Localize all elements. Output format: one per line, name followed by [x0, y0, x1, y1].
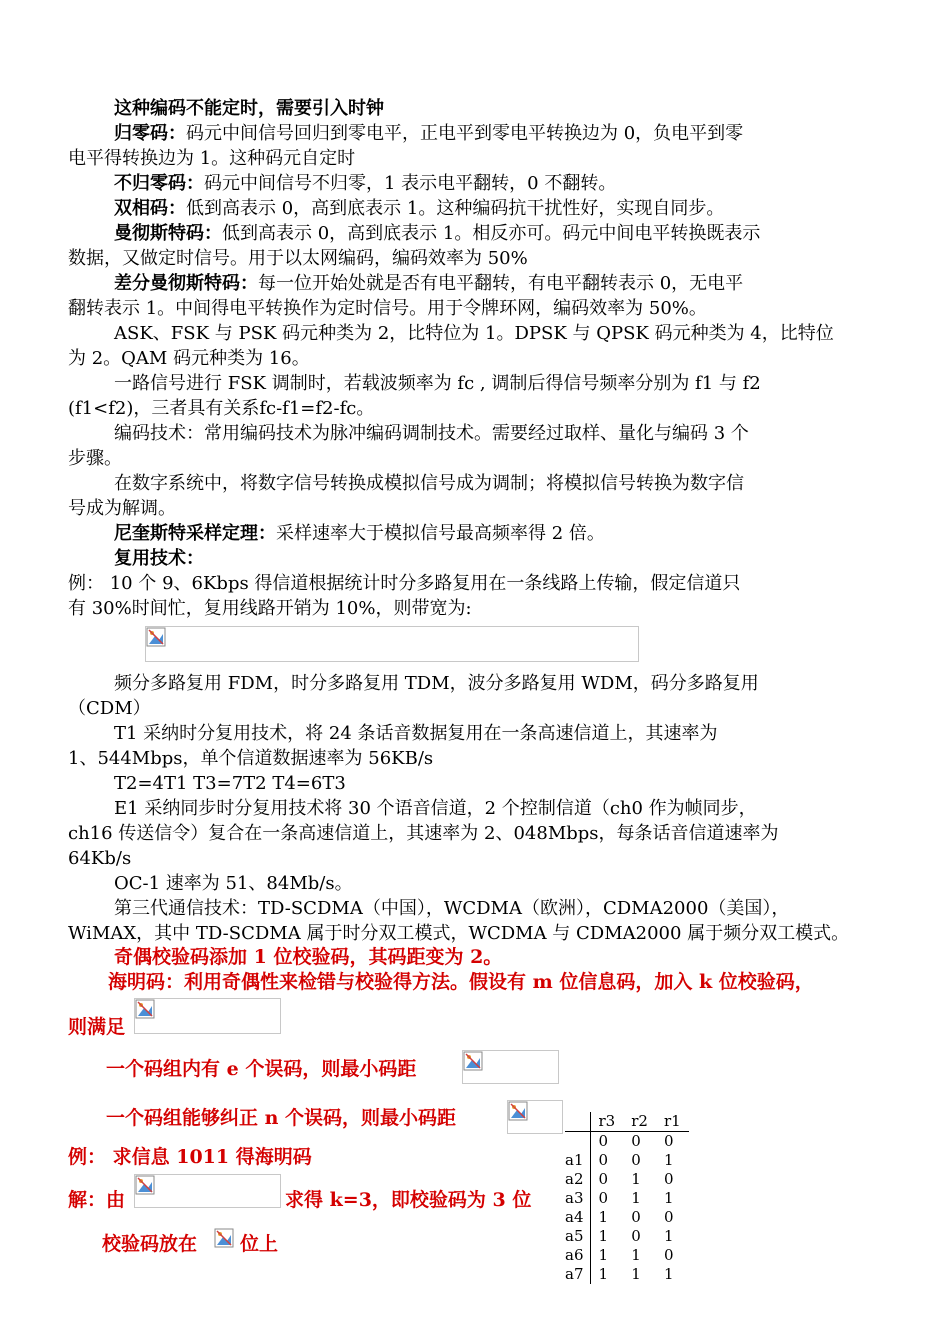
table-cell: 1 [663, 1265, 674, 1283]
multiplex-heading: 复用技术： [114, 548, 204, 569]
fsk-line2: (f1<f2)，三者具有关系fc-f1=f2-fc。 [68, 398, 375, 419]
tn-line: T2=4T1 T3=7T2 T4=6T3 [114, 773, 346, 794]
position-pre: 校验码放在 [102, 1233, 198, 1255]
formula-image-hamming [134, 998, 281, 1034]
table-cell: 1 [663, 1227, 674, 1245]
manchester-line1 [114, 222, 950, 246]
table-row [565, 1208, 689, 1227]
table-header-cell: r2 [623, 1112, 656, 1132]
formula-image-bandwidth [145, 626, 639, 662]
table-cell: 1 [631, 1189, 641, 1207]
table-cell: 1 [663, 1151, 674, 1169]
table-cell: 1 [598, 1227, 609, 1245]
nrz-label: 不归零码： [114, 173, 204, 194]
table-cell: 0 [598, 1189, 609, 1207]
3g-line1: 第三代通信技术：TD-SCDMA（中国），WCDMA（欧洲），CDMA2000（美国）， [114, 898, 790, 919]
table-row [565, 1189, 689, 1208]
biphase-label: 双相码： [114, 198, 186, 219]
table-cell: 1 [631, 1246, 641, 1264]
rz-line1 [114, 122, 950, 146]
table-row [565, 1227, 689, 1246]
fdm-line2: （CDM） [68, 698, 151, 719]
rz-text: 码元中间信号回归到零电平，正电平到零电平转换边为 0，负电平到零 [186, 123, 744, 144]
oc1-line: OC-1 速率为 51、84Mb/s。 [114, 873, 353, 894]
formula-image-position [214, 1228, 238, 1256]
example1-line1: 例： 10 个 9、6Kbps 得信道根据统计时分多路复用在一条线路上传输，假定信道只 [68, 573, 741, 594]
nyquist-label: 尼奎斯特采样定理： [114, 523, 276, 544]
table-cell: 1 [631, 1265, 641, 1283]
t1-line1: T1 采纳时分复用技术，将 24 条话音数据复用在一条高速信道上，其速率为 [114, 723, 718, 744]
parity-line: 奇偶校验码添加 1 位校验码，其码距变为 2。 [114, 946, 503, 968]
hamming-line1: 海明码：利用奇偶性来检错与校验得方法。假设有 m 位信息码，加入 k 位校验码， [108, 971, 814, 993]
table-cell: a1 [565, 1151, 590, 1170]
nyquist-text: 采样速率大于模拟信号最高频率得 2 倍。 [276, 523, 605, 544]
table-cell: 0 [631, 1208, 641, 1226]
table-cell: 1 [598, 1208, 609, 1226]
table-row [565, 1246, 689, 1265]
table-cell: a2 [565, 1170, 590, 1189]
solution-post: 求得 k=3，即校验码为 3 位 [285, 1189, 532, 1211]
broken-image-icon [135, 999, 155, 1019]
example2-line: 例： 求信息 1011 得海明码 [68, 1146, 312, 1168]
table-cell: 0 [631, 1227, 641, 1245]
table-cell: 0 [598, 1170, 609, 1188]
modulation-line2: 为 2。QAM 码元种类为 16。 [68, 348, 310, 369]
rz-line2: 电平得转换边为 1。这种码元自定时 [68, 148, 356, 169]
correct-line: 一个码组能够纠正 n 个误码，则最小码距 [106, 1107, 457, 1129]
table-cell: 0 [663, 1208, 674, 1226]
broken-image-icon [508, 1101, 528, 1121]
broken-image-icon [146, 627, 166, 647]
formula-image-solution [134, 1174, 281, 1208]
heading-clock: 这种编码不能定时，需要引入时钟 [114, 98, 384, 119]
table-cell [565, 1132, 590, 1152]
biphase-text: 低到高表示 0，高到底表示 1。这种编码抗干扰性好，实现自同步。 [186, 198, 725, 219]
manchester-label: 曼彻斯特码： [114, 223, 222, 244]
solution-pre: 解：由 [68, 1189, 126, 1211]
table-row [565, 1265, 689, 1284]
e1-line1: E1 采纳同步时分复用技术将 30 个语音信道，2 个控制信道（ch0 作为帧同步， [114, 798, 757, 819]
diff-manchester-label: 差分曼彻斯特码： [114, 273, 258, 294]
fdm-line1: 频分多路复用 FDM，时分多路复用 TDM，波分多路复用 WDM，码分多路复用 [114, 673, 759, 694]
modem-line2: 号成为解调。 [68, 498, 176, 519]
position-post: 位上 [240, 1233, 279, 1255]
table-cell: 1 [598, 1246, 609, 1264]
broken-image-icon [214, 1228, 234, 1248]
coding-line1: 编码技术：常用编码技术为脉冲编码调制技术。需要经过取样、量化与编码 3 个 [114, 423, 749, 444]
table-cell: 0 [663, 1132, 674, 1150]
broken-image-icon [463, 1051, 483, 1071]
fsk-line1: 一路信号进行 FSK 调制时，若载波频率为 fc , 调制后得信号频率分别为 f1 与 f2 [114, 373, 761, 394]
table-cell: 1 [631, 1170, 641, 1188]
table-row [565, 1151, 689, 1170]
formula-image-correct [507, 1100, 563, 1134]
nrz-line [114, 172, 950, 196]
table-cell: a4 [565, 1208, 590, 1227]
rz-label: 归零码： [114, 123, 186, 144]
table-cell: 0 [598, 1151, 609, 1169]
modem-line1: 在数字系统中，将数字信号转换成模拟信号成为调制；将模拟信号转换为数字信 [114, 473, 744, 494]
coding-line2: 步骤。 [68, 448, 122, 469]
diff-manchester-text: 每一位开始处就是否有电平翻转，有电平翻转表示 0，无电平 [258, 273, 744, 294]
broken-image-icon [135, 1175, 155, 1195]
table-header-cell: r1 [656, 1112, 689, 1132]
e1-line3: 64Kb/s [68, 848, 132, 869]
detect-line: 一个码组内有 e 个误码，则最小码距 [106, 1058, 417, 1080]
table-cell: 1 [598, 1265, 609, 1283]
diff-manchester-line2: 翻转表示 1。中间得电平转换作为定时信号。用于令牌环网，编码效率为 50%。 [68, 298, 707, 319]
table-cell: a3 [565, 1189, 590, 1208]
table-cell: 0 [663, 1170, 674, 1188]
formula-image-detect [462, 1050, 559, 1084]
table-cell: a5 [565, 1227, 590, 1246]
e1-line2: ch16 传送信令）复合在一条高速信道上，其速率为 2、048Mbps，每条话音信道速率为 [68, 823, 779, 844]
diff-manchester-line1 [114, 272, 950, 296]
nrz-text: 码元中间信号不归零，1 表示电平翻转，0 不翻转。 [204, 173, 617, 194]
table-cell: 0 [663, 1246, 674, 1264]
table-cell: a6 [565, 1246, 590, 1265]
hamming-table [565, 1112, 689, 1284]
example1-line2: 有 30%时间忙，复用线路开销为 10%，则带宽为: [68, 598, 472, 619]
table-cell: 0 [631, 1151, 641, 1169]
table-cell: 0 [598, 1132, 609, 1150]
nyquist-line [114, 522, 950, 546]
3g-line2: WiMAX，其中 TD-SCDMA 属于时分双工模式，WCDMA 与 CDMA2000 属于频分双工模式。 [68, 923, 850, 944]
table-row [565, 1132, 689, 1152]
modulation-line1: ASK、FSK 与 PSK 码元种类为 2，比特位为 1。DPSK 与 QPSK 码元种类为 4，比特位 [114, 323, 834, 344]
table-header-cell [565, 1112, 590, 1132]
table-cell: 1 [663, 1189, 674, 1207]
table-cell: 0 [631, 1132, 641, 1150]
manchester-line2: 数据，又做定时信号。用于以太网编码，编码效率为 50% [68, 248, 528, 269]
hamming-line2: 则满足 [68, 1016, 126, 1038]
manchester-text: 低到高表示 0，高到底表示 1。相反亦可。码元中间电平转换既表示 [222, 223, 761, 244]
table-row [565, 1170, 689, 1189]
biphase-line [114, 197, 950, 221]
table-cell: a7 [565, 1265, 590, 1284]
hamming-table-header [565, 1112, 689, 1132]
table-header-cell: r3 [590, 1112, 623, 1132]
t1-line2: 1、544Mbps，单个信道数据速率为 56KB/s [68, 748, 434, 769]
